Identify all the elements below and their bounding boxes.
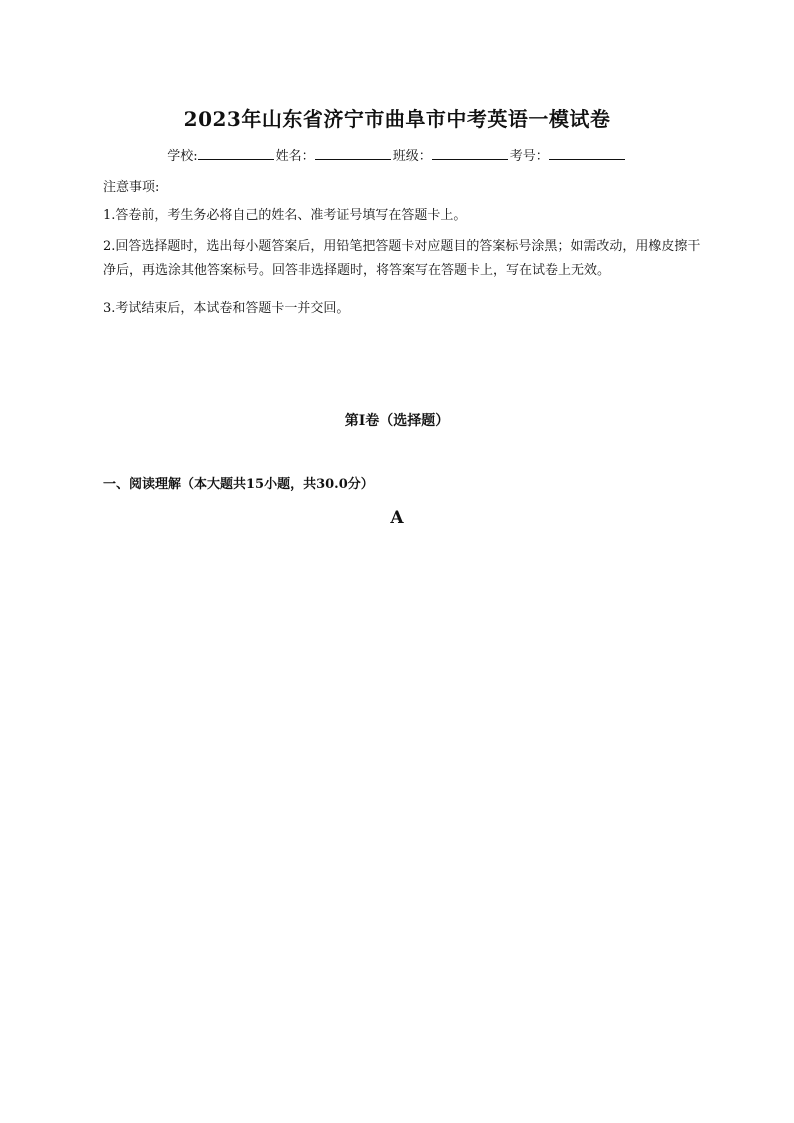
name-label: 姓名：	[275, 149, 315, 164]
name-blank[interactable]	[315, 146, 391, 160]
class-blank[interactable]	[432, 146, 508, 160]
section-title: 第I卷（选择题）	[344, 413, 450, 429]
notice-item-3: 3.考试结束后，本试卷和答题卡一并交回。	[103, 301, 350, 316]
class-label: 班级：	[392, 149, 432, 164]
school-label: 学校:	[167, 149, 198, 164]
exam-no-blank[interactable]	[549, 146, 625, 160]
notice-item-2: 2.回答选择题时，选出每小题答案后，用铅笔把答题卡对应题目的答案标号涂黑；如需改动，用橡皮擦干净后，再选涂其他答案标号。回答非选择题时，将答案写在答题卡上，写在试卷上无效。	[103, 239, 701, 278]
notice-item-1: 1.答卷前，考生务必将自己的姓名、准考证号填写在答题卡上。	[103, 208, 467, 223]
notice-heading: 注意事项:	[103, 180, 160, 195]
passage-letter: A	[390, 508, 404, 528]
student-info-row	[0, 145, 794, 164]
exam-no-label: 考号：	[509, 149, 549, 164]
part-title: 一、阅读理解（本大题共15小题，共30.0分）	[103, 477, 374, 492]
exam-title: 2023年山东省济宁市曲阜市中考英语一模试卷	[183, 107, 611, 131]
school-blank[interactable]	[198, 146, 274, 160]
